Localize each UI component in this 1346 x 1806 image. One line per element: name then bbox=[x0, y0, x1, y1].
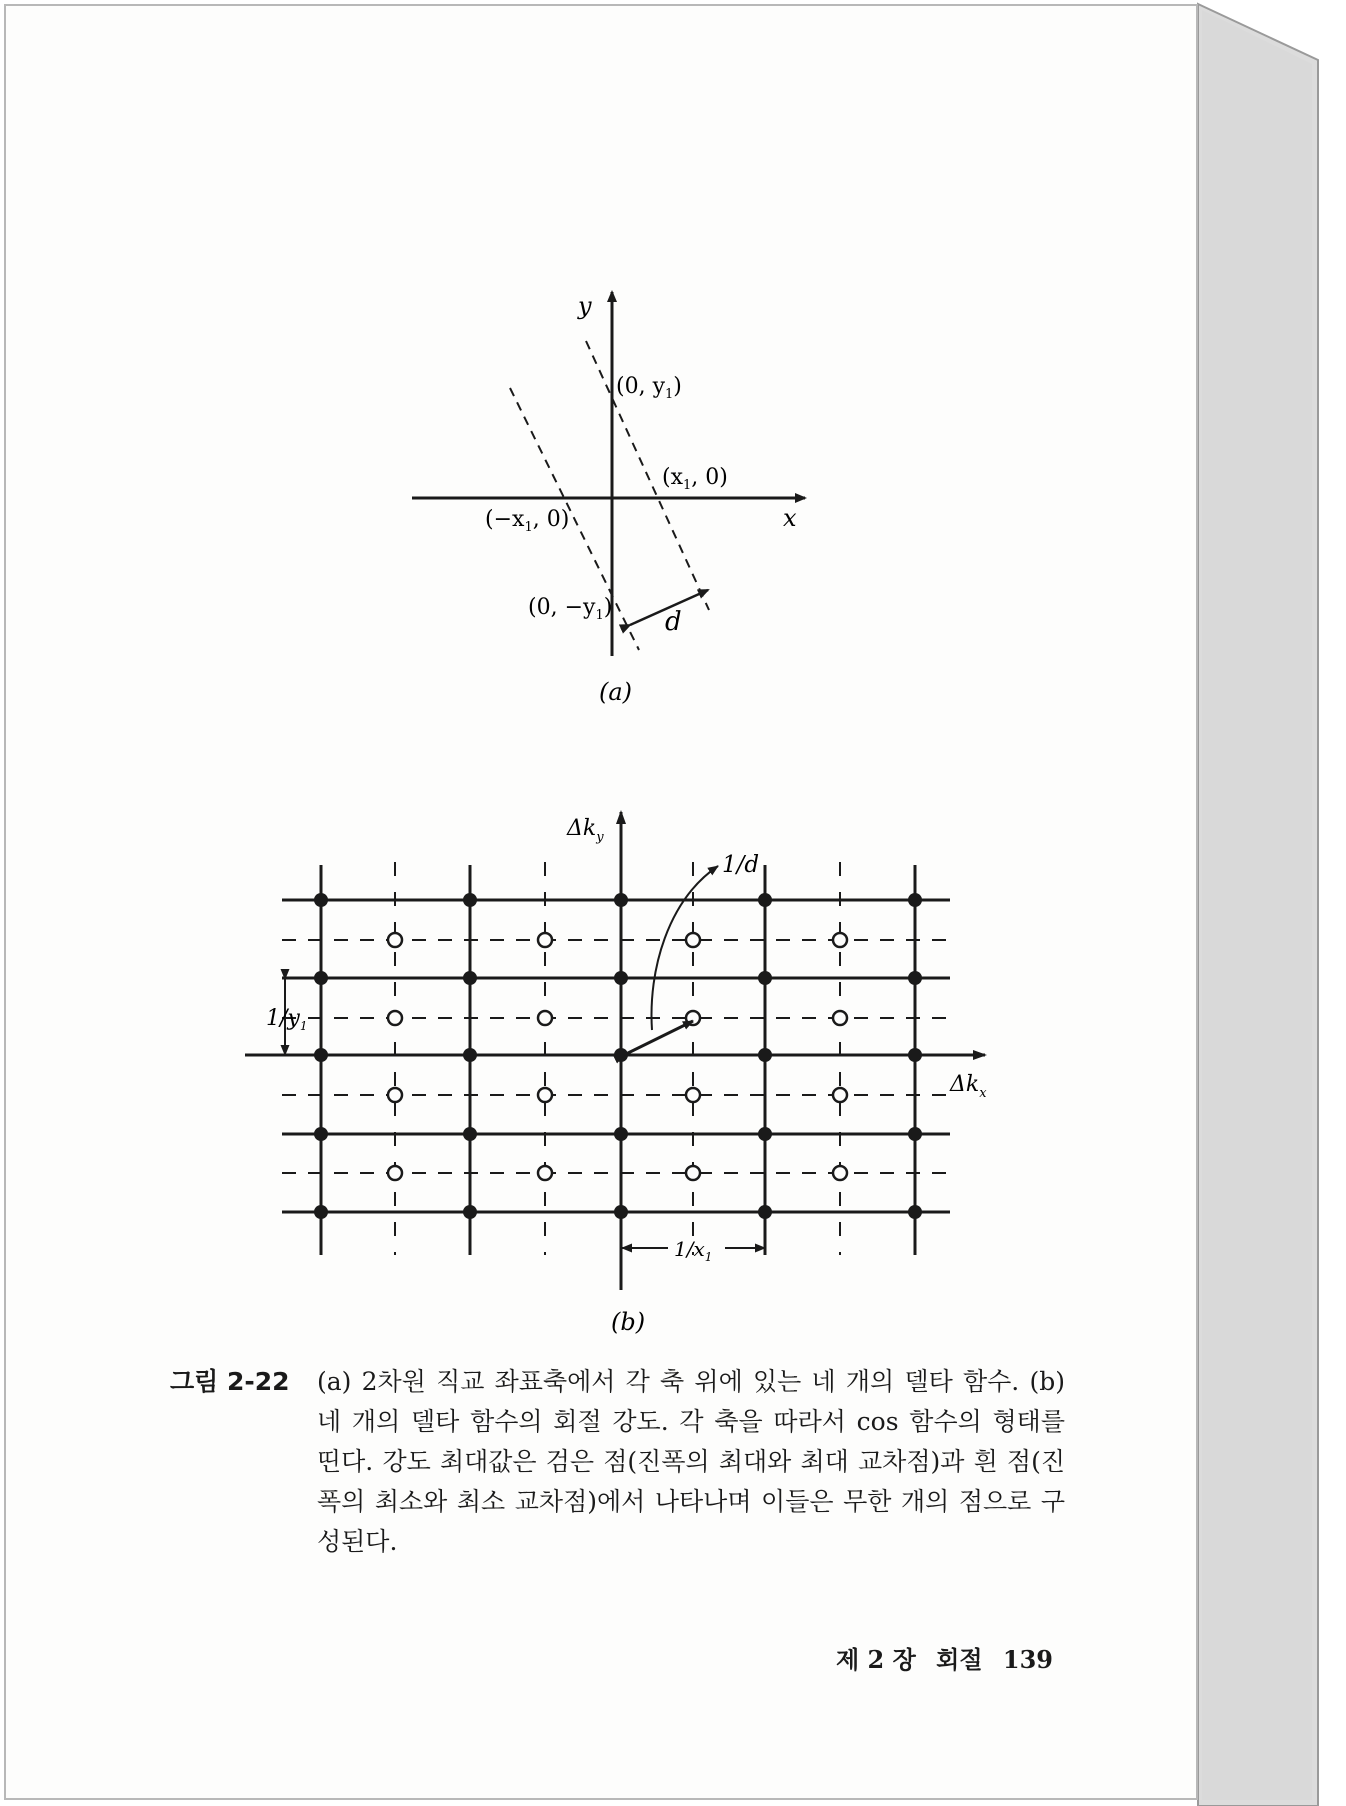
reciprocal-lattice-grid bbox=[245, 812, 985, 1290]
y-axis-label: y bbox=[578, 292, 592, 320]
caption-text: (a) 2차원 직교 좌표축에서 각 축 위에 있는 네 개의 델타 함수. (b) 네 개의 델타 함수의 회절 강도. 각 축을 따라서 cos 함수의 형태를 띤다. 강도 최대값은 검은 점(진폭의 최대와 최대 교차점)과 흰 점(진폭의 최소와 최소 교차점)에서 나타나며 이들은 무한 개의 점으로 구성된다. bbox=[317, 1367, 1065, 1556]
spacing-label-d: d bbox=[665, 607, 682, 637]
kx-axis-label: $\Delta k_x$ bbox=[950, 1072, 987, 1101]
intensity-max-dot bbox=[463, 1048, 477, 1062]
page-footer bbox=[836, 1640, 1065, 1675]
inverse-d-label: 1/d bbox=[722, 852, 760, 878]
intensity-open-dot bbox=[833, 933, 847, 947]
intensity-max-dot bbox=[758, 893, 772, 907]
intensity-max-dot bbox=[614, 1205, 628, 1219]
point-x1-0: ($x_1$, 0) bbox=[662, 465, 728, 493]
page-number: 139 bbox=[1002, 1645, 1053, 1674]
intensity-open-dot bbox=[388, 1166, 402, 1180]
intensity-open-dot bbox=[833, 1011, 847, 1025]
intensity-max-dot bbox=[908, 1127, 922, 1141]
intensity-max-dot bbox=[463, 1127, 477, 1141]
intensity-max-dot bbox=[314, 1048, 328, 1062]
intensity-max-dot bbox=[908, 971, 922, 985]
point-0-y1: (0, $y_1$) bbox=[616, 374, 682, 402]
inverse-x1-label: $1/x_1$ bbox=[674, 1237, 713, 1264]
intensity-max-dot bbox=[463, 971, 477, 985]
intensity-max-dot bbox=[463, 893, 477, 907]
intensity-max-dot bbox=[614, 893, 628, 907]
intensity-max-dot bbox=[614, 971, 628, 985]
inverse-d-arrow bbox=[652, 866, 718, 1030]
intensity-max-dot bbox=[314, 1205, 328, 1219]
intensity-open-dot bbox=[833, 1088, 847, 1102]
intensity-max-dot bbox=[908, 1205, 922, 1219]
intensity-max-dot bbox=[908, 893, 922, 907]
intensity-max-dot bbox=[758, 1205, 772, 1219]
inverse-d-vector bbox=[624, 1021, 693, 1055]
intensity-open-dot bbox=[388, 1088, 402, 1102]
intensity-open-dot bbox=[388, 1011, 402, 1025]
intensity-max-dot bbox=[614, 1127, 628, 1141]
caption-label: 그림 2-22 bbox=[170, 1367, 290, 1396]
intensity-max-dot bbox=[758, 1127, 772, 1141]
intensity-max-dot bbox=[314, 971, 328, 985]
point-negx1-0: ($-x_1$, 0) bbox=[485, 507, 570, 535]
figure-a-sublabel: (a) bbox=[599, 678, 633, 706]
intensity-max-dot bbox=[463, 1205, 477, 1219]
ky-axis-label: $\Delta k_y$ bbox=[567, 816, 604, 845]
intensity-open-dot bbox=[538, 1088, 552, 1102]
x-axis-label: x bbox=[783, 504, 797, 532]
intensity-max-dot bbox=[758, 971, 772, 985]
intensity-open-dot bbox=[686, 1166, 700, 1180]
footer-title: 회절 bbox=[936, 1645, 983, 1674]
intensity-open-dot bbox=[538, 933, 552, 947]
intensity-max-dot bbox=[758, 1048, 772, 1062]
point-0-negy1: (0, $-y_1$) bbox=[528, 595, 613, 623]
intensity-max-dot bbox=[314, 1127, 328, 1141]
intensity-max-dot bbox=[908, 1048, 922, 1062]
footer-chapter: 제 2 장 bbox=[836, 1645, 916, 1674]
intensity-open-dot bbox=[538, 1011, 552, 1025]
inverse-y1-label: $1/y_1$ bbox=[266, 1006, 308, 1033]
intensity-max-dot bbox=[314, 893, 328, 907]
intensity-open-dot bbox=[833, 1166, 847, 1180]
intensity-open-dot bbox=[388, 933, 402, 947]
intensity-open-dot bbox=[538, 1166, 552, 1180]
intensity-open-dot bbox=[686, 933, 700, 947]
intensity-open-dot bbox=[686, 1088, 700, 1102]
figure-b-sublabel: (b) bbox=[611, 1308, 646, 1336]
